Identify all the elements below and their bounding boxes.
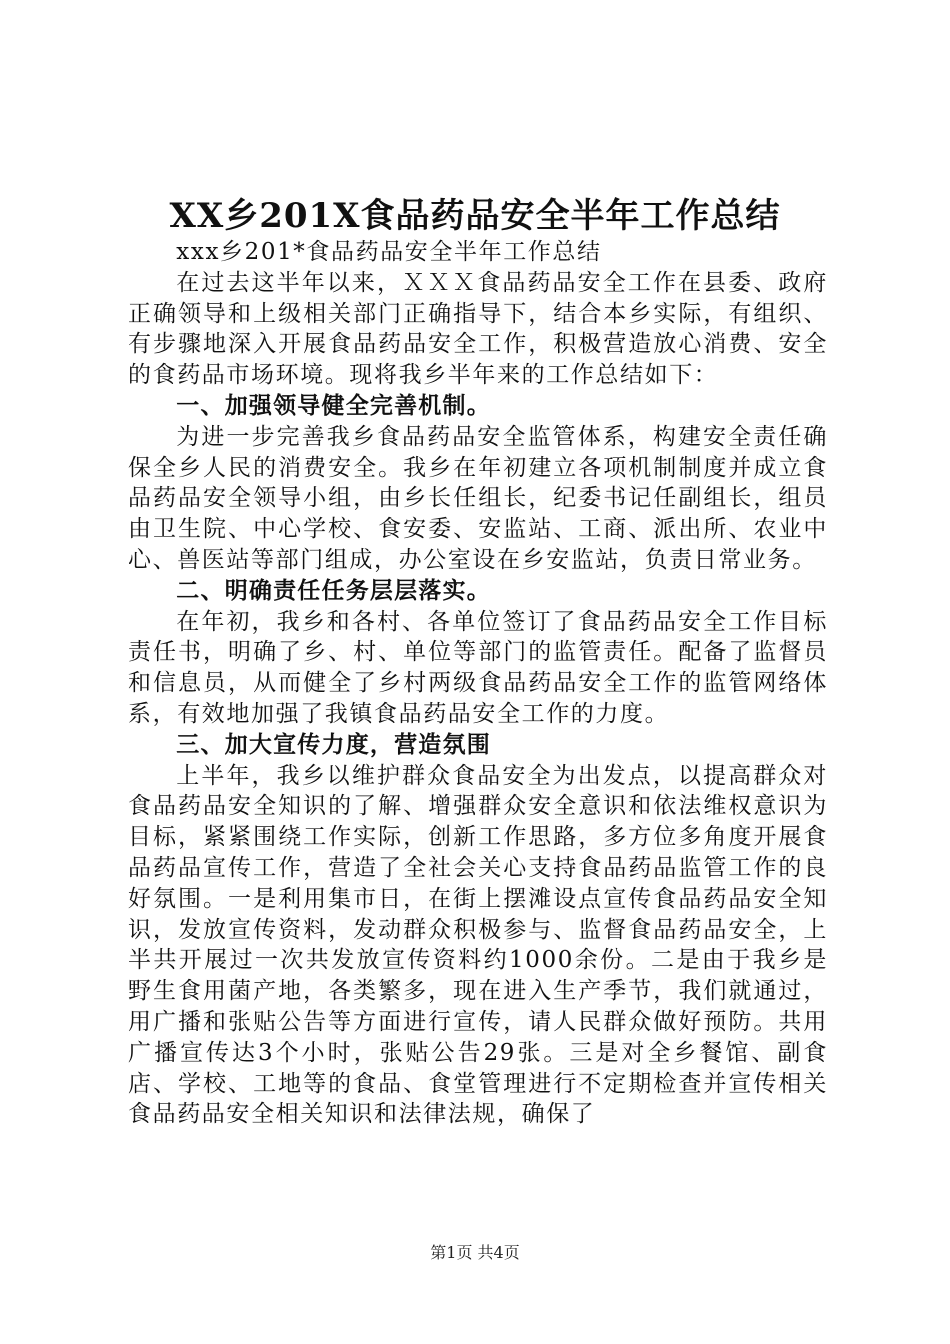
paragraph-section-1: 为进一步完善我乡食品药品安全监管体系，构建安全责任确保全乡人民的消费安全。我乡在年初建立各项机制制度并成立食品药品安全领导小组，由乡长任组长，纪委书记任副组长，组员由卫生院、中心学校、食安委、安监站、工商、派出所、农业中心、兽医站等部门组成，办公室设在乡安监站，负责日常业务。 <box>128 423 828 573</box>
paragraph-section-2: 在年初，我乡和各村、各单位签订了食品药品安全工作目标责任书，明确了乡、村、单位等部门的监管责任。配备了监督员和信息员，从而健全了乡村两级食品药品安全工作的监管网络体系，有效地加强了我镇食品药品安全工作的力度。 <box>128 608 828 727</box>
page-title: XX乡201X食品药品安全半年工作总结 <box>169 196 781 236</box>
section-heading-1: 一、加强领导健全完善机制。 <box>176 392 491 419</box>
document-subtitle: xxx乡201*食品药品安全半年工作总结 <box>176 239 602 265</box>
page-number-footer: 第1页 共4页 <box>430 1243 520 1262</box>
document-body <box>128 237 828 1130</box>
section-heading-2: 二、明确责任任务层层落实。 <box>176 577 491 604</box>
section-heading-3: 三、加大宣传力度，营造氛围 <box>176 731 491 758</box>
paragraph-intro: 在过去这半年以来，ＸＸＸ食品药品安全工作在县委、政府正确领导和上级相关部门正确指导下，结合本乡实际，有组织、有步骤地深入开展食品药品安全工作，积极营造放心消费、安全的食药品市场环境。现将我乡半年来的工作总结如下： <box>128 269 828 389</box>
paragraph-section-3: 上半年，我乡以维护群众食品安全为出发点，以提高群众对食品药品安全知识的了解、增强群众安全意识和依法维权意识为目标，紧紧围绕工作实际，创新工作思路，多方位多角度开展食品药品宣传工作，营造了全社会关心支持食品药品监管工作的良好氛围。一是利用集市日，在街上摆滩设点宣传食品药品安全知识，发放宣传资料，发动群众积极参与、监督食品药品安全，上半共开展过一次共发放宣传资料约1000余份。二是由于我乡是野生食用菌产地，各类繁多，现在进入生产季节，我们就通过，用广播和张贴公告等方面进行宣传，请人民群众做好预防。共用广播宣传达3个小时，张贴公告29张。三是对全乡餐馆、副食店、学校、工地等的食品、食堂管理进行不定期检查并宣传相关食品药品安全相关知识和法律法规，确保了 <box>128 762 828 1128</box>
